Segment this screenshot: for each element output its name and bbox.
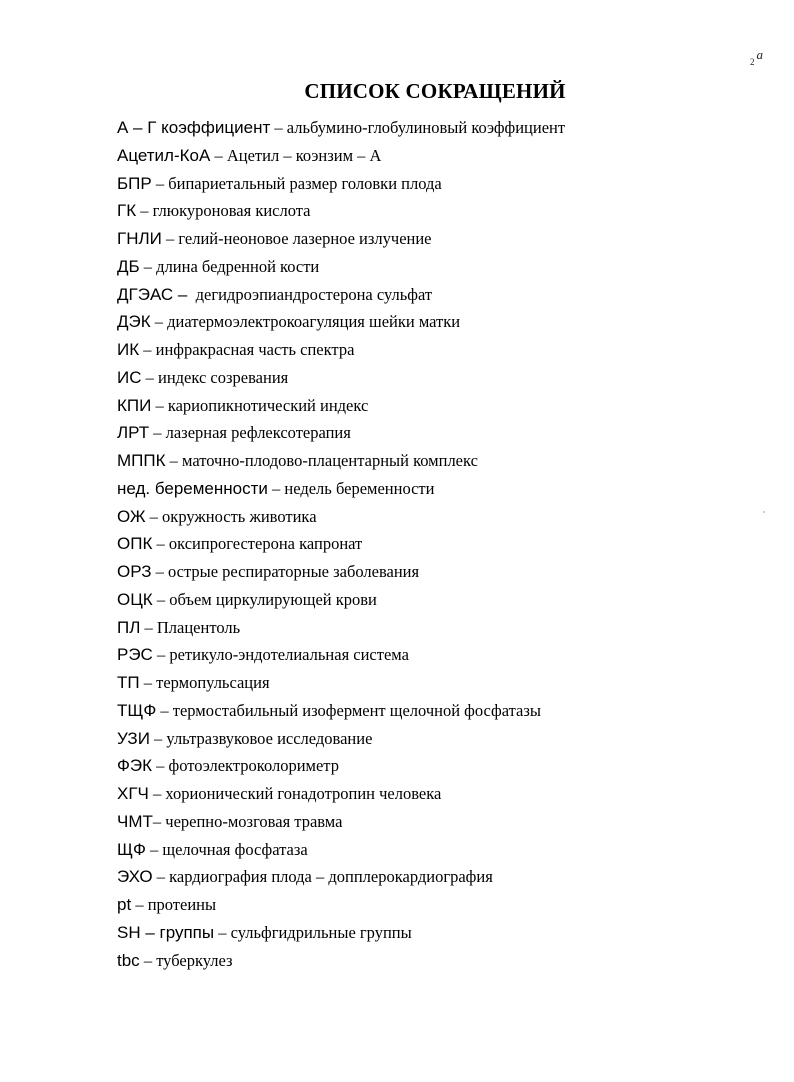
abbreviation-term: А – Г коэффициент — [117, 118, 271, 137]
abbreviation-term: ЭХО — [117, 867, 153, 887]
abbreviation-separator: – — [149, 728, 167, 748]
abbreviation-definition: туберкулез — [156, 950, 233, 970]
abbreviation-definition: инфракрасная часть спектра — [155, 340, 355, 359]
abbreviation-term: pt — [117, 895, 132, 914]
abbreviation-separator: – — [139, 950, 157, 970]
page-title: СПИСОК СОКРАЩЕНИЙ — [304, 79, 566, 103]
abbreviation-term: ЧМТ — [117, 811, 153, 831]
abbreviation-definition: кардиография плода – допплерокардиография — [169, 867, 493, 887]
abbreviation-definition: альбумино-глобулиновый коэффициент — [286, 118, 566, 137]
abbreviation-separator: – — [145, 839, 163, 859]
abbreviation-definition: хорионический гонадотропин человека — [165, 784, 442, 803]
abbreviation-definition: недель беременности — [284, 478, 435, 498]
abbreviation-row — [117, 808, 565, 836]
page-number — [750, 47, 763, 67]
abbreviation-definition: Ацетил – коэнзим – А — [226, 145, 382, 165]
abbreviation-row — [117, 308, 565, 336]
abbreviation-definition: лазерная рефлексотерапия — [165, 423, 351, 443]
abbreviation-term: нед. беременности — [117, 478, 268, 498]
abbreviation-definition: диатермоэлектрокоагуляция шейки матки — [167, 312, 461, 332]
abbreviation-separator: – — [151, 562, 168, 581]
abbreviation-row — [117, 586, 565, 614]
abbreviation-definition: щелочная фосфатаза — [162, 839, 308, 859]
abbreviation-row — [117, 863, 565, 891]
abbreviation-definition: индекс созревания — [158, 367, 289, 387]
abbreviation-row — [117, 197, 565, 225]
abbreviation-separator: – — [149, 423, 166, 443]
abbreviation-separator: – — [270, 118, 287, 137]
abbreviation-row — [117, 697, 565, 725]
abbreviation-separator: – — [152, 756, 169, 776]
abbreviation-definition: гелий-неоновое лазерное излучение — [178, 229, 432, 248]
abbreviation-term: ГК — [117, 201, 137, 221]
abbreviation-definition: глюкуроновая кислота — [152, 201, 311, 221]
abbreviation-term: ХГЧ — [117, 784, 149, 803]
abbreviation-term: ДБ — [117, 256, 140, 276]
abbreviation-row — [117, 142, 565, 170]
abbreviation-row — [117, 947, 565, 975]
abbreviation-separator: – — [214, 922, 231, 942]
abbreviation-term: Ацетил-КоА — [117, 145, 211, 165]
abbreviation-row — [117, 170, 565, 198]
abbreviation-definition: объем циркулирующей крови — [169, 589, 377, 609]
abbreviation-term: tbc — [117, 950, 140, 970]
abbreviation-term: ФЭК — [117, 756, 153, 776]
abbreviation-row — [117, 392, 565, 420]
abbreviation-term: ТЩФ — [117, 700, 157, 720]
abbreviation-row — [117, 891, 565, 919]
abbreviation-separator: – — [151, 173, 169, 193]
abbreviation-term: ОЖ — [117, 506, 146, 526]
abbreviation-separator: – — [148, 784, 166, 803]
abbreviation-separator: – — [267, 478, 285, 498]
abbreviation-separator: – — [139, 256, 157, 276]
abbreviation-separator: – — [150, 312, 168, 332]
abbreviation-term: ДЭК — [117, 312, 151, 332]
abbreviation-separator: – — [165, 451, 183, 470]
scan-speck — [763, 511, 765, 513]
abbreviation-row — [117, 419, 565, 447]
abbreviation-definition: Плацентоль — [156, 617, 241, 637]
abbreviation-separator — [187, 285, 195, 304]
abbreviation-definition: маточно-плодово-плацентарный комплекс — [182, 451, 478, 470]
abbreviation-separator: – — [139, 340, 156, 359]
abbreviation-row — [117, 475, 565, 503]
abbreviation-row — [117, 281, 565, 309]
abbreviation-separator: – — [136, 201, 153, 221]
abbreviation-row — [117, 836, 565, 864]
abbreviation-separator: – — [141, 367, 158, 387]
abbreviation-term: ДГЭАС – — [117, 284, 188, 304]
abbreviation-row — [117, 530, 565, 558]
abbreviation-term: ОЦК — [117, 589, 153, 609]
abbreviation-row — [117, 364, 565, 392]
abbreviation-list — [117, 114, 565, 974]
abbreviation-term: SH – группы — [117, 922, 215, 942]
abbreviation-term: БПР — [117, 173, 152, 193]
abbreviation-definition: фотоэлектроколориметр — [168, 756, 339, 776]
abbreviation-term: ИС — [117, 367, 142, 387]
abbreviation-definition: термостабильный изофермент щелочной фосфатазы — [172, 700, 541, 720]
abbreviation-term: ГНЛИ — [117, 229, 162, 248]
abbreviation-row — [117, 447, 565, 475]
abbreviation-separator: – — [161, 229, 179, 248]
abbreviation-term: ЩФ — [117, 839, 146, 859]
abbreviation-separator: – — [152, 867, 170, 887]
abbreviation-separator: – — [145, 506, 163, 526]
abbreviation-separator: – — [152, 589, 170, 609]
abbreviation-row — [117, 253, 565, 281]
abbreviation-definition: ретикуло-эндотелиальная система — [169, 645, 409, 665]
abbreviation-separator: – — [152, 811, 166, 831]
abbreviation-definition: оксипрогестерона капронат — [168, 534, 363, 554]
abbreviation-definition: протеины — [147, 895, 217, 914]
abbreviation-definition: длина бедренной кости — [156, 256, 320, 276]
abbreviation-separator: – — [152, 534, 169, 554]
abbreviation-separator: – — [152, 645, 170, 665]
abbreviation-row — [117, 752, 565, 780]
abbreviation-row — [117, 725, 565, 753]
abbreviation-term: ОПК — [117, 534, 153, 554]
abbreviation-term: УЗИ — [117, 728, 150, 748]
abbreviation-term: ТП — [117, 673, 140, 692]
abbreviation-separator: – — [156, 700, 173, 720]
abbreviation-separator: – — [131, 895, 148, 914]
abbreviation-row — [117, 780, 565, 808]
abbreviation-row — [117, 558, 565, 586]
abbreviation-row — [117, 503, 565, 531]
abbreviation-row — [117, 336, 565, 364]
abbreviation-definition: окружность животика — [162, 506, 317, 526]
page-number-suffix: а — [756, 47, 763, 62]
abbreviation-row — [117, 641, 565, 669]
abbreviation-term: ИК — [117, 340, 140, 359]
abbreviation-row — [117, 614, 565, 642]
abbreviation-separator: – — [140, 617, 157, 637]
abbreviation-term: ПЛ — [117, 617, 141, 637]
abbreviation-term: КПИ — [117, 395, 152, 415]
abbreviation-row — [117, 225, 565, 253]
abbreviation-row — [117, 919, 565, 947]
abbreviation-row — [117, 669, 565, 697]
abbreviation-definition: черепно-мозговая травма — [165, 811, 343, 831]
abbreviation-definition: дегидроэпиандростерона сульфат — [195, 284, 433, 304]
abbreviation-definition: ультразвуковое исследование — [166, 728, 373, 748]
abbreviation-separator: – — [139, 673, 157, 692]
abbreviation-definition: бипариетальный размер головки плода — [168, 173, 442, 193]
abbreviation-term: МППК — [117, 451, 166, 470]
abbreviation-definition: острые респираторные заболевания — [167, 562, 420, 581]
abbreviation-row — [117, 114, 565, 142]
page-number-digit: 2 — [750, 57, 755, 67]
abbreviation-separator: – — [210, 145, 227, 165]
abbreviation-separator: – — [151, 395, 168, 415]
abbreviation-definition: термопульсация — [156, 673, 270, 692]
abbreviation-definition: кариопикнотический индекс — [167, 395, 369, 415]
abbreviation-term: ЛРТ — [117, 423, 150, 443]
abbreviation-term: ОРЗ — [117, 562, 152, 581]
abbreviation-definition: сульфгидрильные группы — [230, 922, 412, 942]
abbreviation-term: РЭС — [117, 645, 153, 665]
